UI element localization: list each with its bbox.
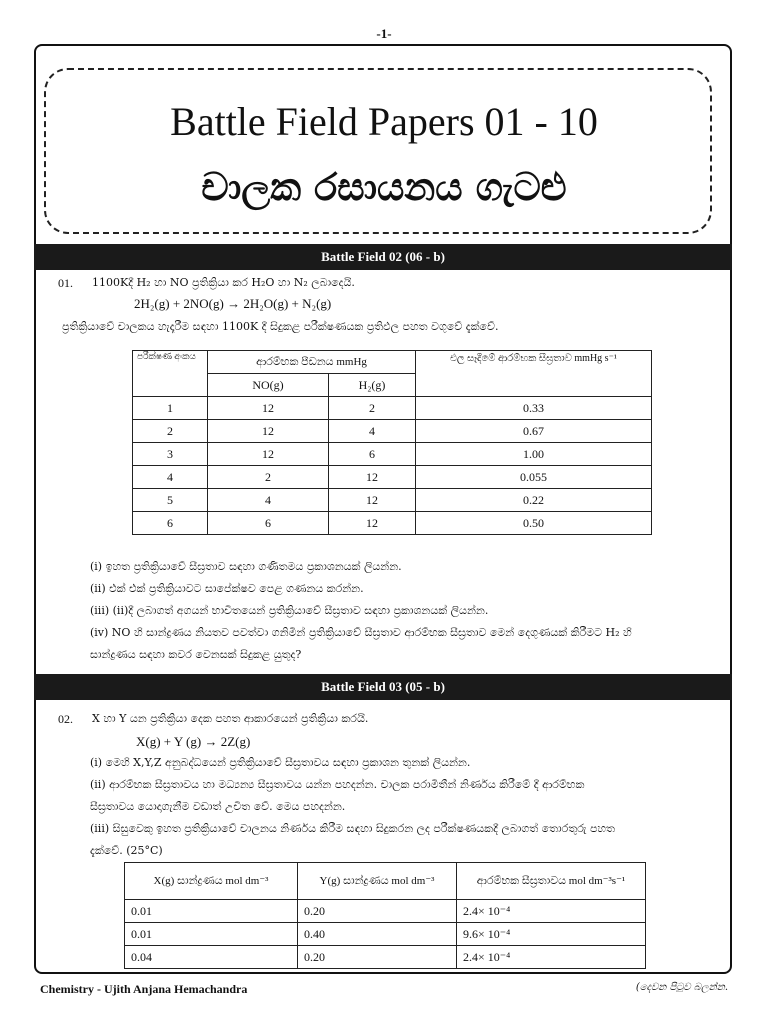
question-intro-2: ප්‍රතික්‍රියාවේ චාලකය හැදෑරීම සඳහා 1100K දී සිදුකළ පරීක්ෂණයක ප්‍රතිඵල පහත වගුවේ දැක්වේ.	[62, 320, 499, 333]
question-part-ii: (ii) ආරම්භක සීඝ්‍රතාවය හා මධ්‍යන්‍ය සීඝ්‍රතාවය යන්න පහදන්න. චාලක පරාමිතීන් නිර්ණය කිරීමේ දී ආරම්භක	[90, 778, 585, 791]
table-cell: 1	[133, 397, 208, 420]
table-row	[133, 512, 652, 535]
table-cell: 12	[208, 397, 329, 420]
table-cell: 0.50	[416, 512, 652, 535]
question-number-02: 02.	[58, 712, 73, 726]
table-cell: 12	[208, 443, 329, 466]
table-cell: 4	[208, 489, 329, 512]
question-part-iv: (iv) NO හි සාන්ද්‍රණය නියතව පවත්වා ගනිමින් ප්‍රතික්‍රියාවේ සීඝ්‍රතාව ආරම්භක සීඝ්‍රතාව මෙන් දෙගුණයක් කිරීමට H₂ හි	[90, 626, 632, 639]
question-part-ii-cont: සීඝ්‍රතාවය යොදාගැනීම වඩාත් උචිත වේ. මෙය පහදන්න.	[90, 800, 346, 813]
table-cell: 6	[133, 512, 208, 535]
reaction-equation: X(g) + Y (g) → 2Z(g)	[136, 734, 251, 749]
question-intro: 1100Kදී H₂ හා NO ප්‍රතික්‍රියා කර H₂O හා N₂ ලබාදෙයි.	[92, 276, 355, 289]
question-number-01: 01.	[58, 276, 73, 290]
question-part-ii: (ii) එක් එක් ප්‍රතික්‍රියාවට සාපේක්ෂව පෙළ ගණනය කරන්න.	[90, 582, 364, 595]
header-initial-rate: ආරම්භක සීඝ්‍රතාවය mol dm⁻³s⁻¹	[457, 863, 646, 900]
table-cell: 2.4× 10⁻⁴	[457, 900, 646, 923]
table-cell: 9.6× 10⁻⁴	[457, 923, 646, 946]
concentration-table	[124, 862, 646, 969]
table-cell: 5	[133, 489, 208, 512]
question-part-iii-cont: දැක්වේ. (25°C)	[90, 844, 163, 857]
footer-author: Chemistry - Ujith Anjana Hemachandra	[40, 982, 248, 996]
table-row	[133, 489, 652, 512]
table-cell: 0.01	[125, 923, 298, 946]
table-cell: 12	[208, 420, 329, 443]
table-cell: 0.04	[125, 946, 298, 969]
table-cell: 12	[329, 466, 416, 489]
page-number: -1-	[376, 26, 392, 41]
table-cell: 0.20	[298, 900, 457, 923]
table-cell: 0.67	[416, 420, 652, 443]
table-cell: 2	[133, 420, 208, 443]
table-cell: 0.20	[298, 946, 457, 969]
table-cell: 1.00	[416, 443, 652, 466]
question-part-i: (i) මෙහි X,Y,Z අනුබද්ධයෙන් ප්‍රතික්‍රියාවේ සීඝ්‍රතාවය සඳහා ප්‍රකාශන තුනක් ලියන්න.	[90, 756, 471, 769]
table-cell: 2	[329, 397, 416, 420]
question-part-iii: (iii) සිසුවෙකු ඉහත ප්‍රතික්‍රියාවේ චාලනය නිර්ණය කිරීම සඳහා සිදුකරන ලද පරීක්ෂණයකදී ලබාගත් තොරතුරු පහත	[90, 822, 615, 835]
question-part-iv-cont: සාන්ද්‍රණය සඳහා කවර වෙනසක් සිදුකළ යුතුද?	[90, 648, 302, 661]
header-initial-rate: එල සෑදීමේ ආරම්භක සීඝ්‍රතාව mmHg s⁻¹	[416, 351, 652, 397]
table-cell: 0.01	[125, 900, 298, 923]
question-part-i: (i) ඉහත ප්‍රතික්‍රියාවේ සීඝ්‍රතාව සඳහා ගණිතමය ප්‍රකාශනයක් ලියන්න.	[90, 560, 402, 573]
page-subtitle: චාලක රසායනය ගැටළු	[201, 164, 567, 209]
table-cell: 4	[329, 420, 416, 443]
table-row	[133, 466, 652, 489]
table-cell: 12	[329, 512, 416, 535]
table-cell: 0.22	[416, 489, 652, 512]
header-experiment-number: පරීක්ෂණ අංකය	[133, 351, 208, 397]
footer-next-page-note: (දෙවන පිටුව බලන්න.	[635, 982, 728, 993]
table-cell: 6	[329, 443, 416, 466]
header-x-concentration: X(g) සාන්ද්‍රණය mol dm⁻³	[125, 863, 298, 900]
table-row	[125, 900, 646, 923]
reaction-equation: 2H₂(g) + 2NO(g) → 2H₂O(g) + N₂(g)	[134, 296, 332, 311]
table-row	[133, 443, 652, 466]
table-cell: 0.33	[416, 397, 652, 420]
header-h2: H₂(g)	[329, 374, 416, 397]
table-cell: 3	[133, 443, 208, 466]
header-initial-pressure: ආරම්භක පීඩනය mmHg	[208, 351, 416, 374]
table-cell: 0.055	[416, 466, 652, 489]
question-intro: X හා Y යන ප්‍රතික්‍රියා දෙක පහත ආකාරයෙන් ප්‍රතික්‍රියා කරයි.	[92, 712, 369, 725]
header-y-concentration: Y(g) සාන්ද්‍රණය mol dm⁻³	[298, 863, 457, 900]
section-bar-battle-field-03: Battle Field 03 (05 - b)	[34, 674, 732, 700]
section-bar-battle-field-02: Battle Field 02 (06 - b)	[34, 244, 732, 270]
table-row	[125, 923, 646, 946]
table-cell: 6	[208, 512, 329, 535]
header-no: NO(g)	[208, 374, 329, 397]
table-cell: 4	[133, 466, 208, 489]
table-cell: 12	[329, 489, 416, 512]
table-row	[133, 420, 652, 443]
question-part-iii: (iii) (ii)දී ලබාගත් අගයන් භාවිතයෙන් ප්‍රතික්‍රියාවේ සීඝ්‍රතාව සඳහා ප්‍රකාශනයක් ලියන්න.	[90, 604, 489, 617]
page-title: Battle Field Papers 01 - 10	[170, 99, 598, 144]
table-row	[133, 397, 652, 420]
table-cell: 2	[208, 466, 329, 489]
table-cell: 0.40	[298, 923, 457, 946]
table-row	[125, 946, 646, 969]
experiment-table	[132, 350, 652, 535]
table-cell: 2.4× 10⁻⁴	[457, 946, 646, 969]
